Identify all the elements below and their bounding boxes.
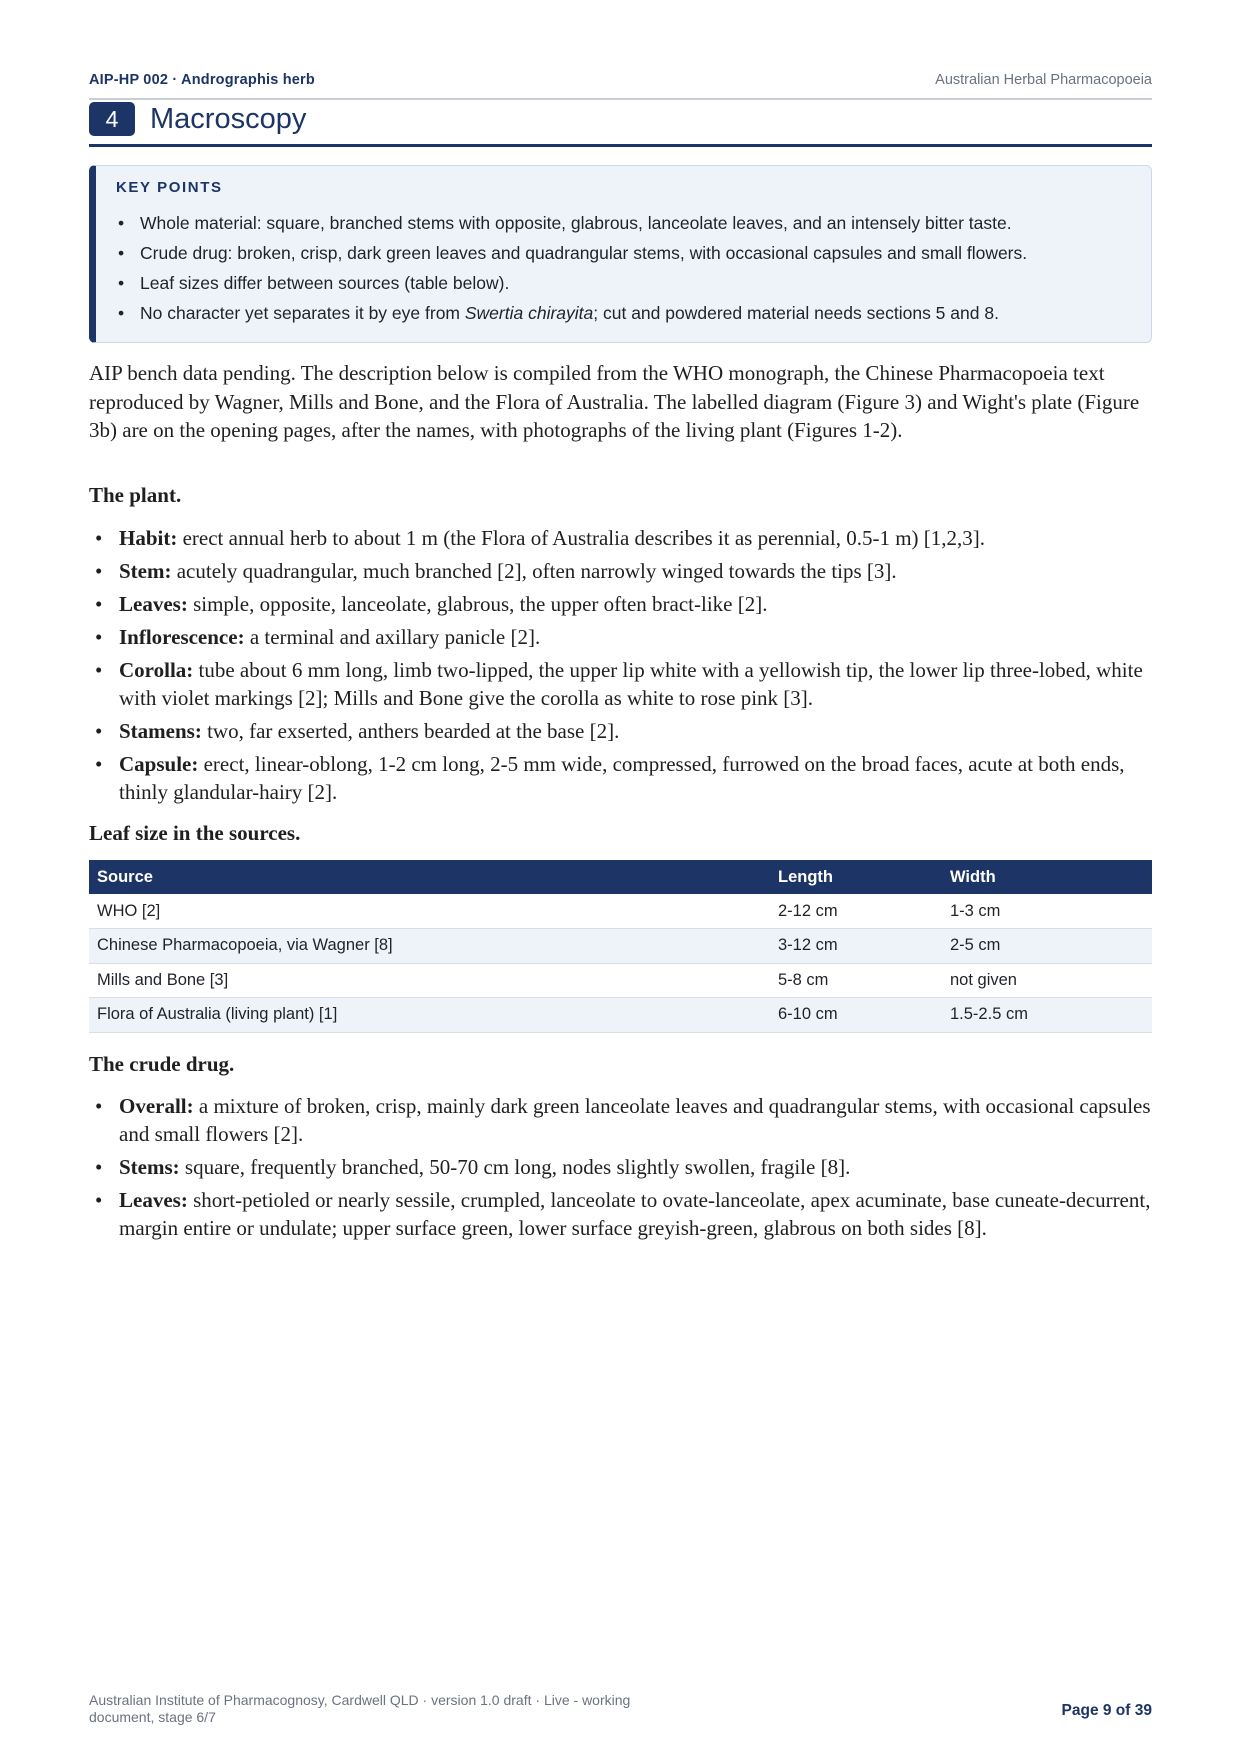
column-header-width: Width — [942, 860, 1152, 894]
list-item-term: Overall: — [119, 1094, 194, 1118]
table-cell: 5-8 cm — [770, 963, 942, 998]
footer-institution: Australian Institute of Pharmacognosy, Cardwell QLD · version 1.0 draft · Live - working document, stage 6/7 — [89, 1692, 631, 1725]
key-point-item — [116, 298, 1136, 328]
crude-drug-heading: The crude drug. — [89, 1052, 235, 1076]
table-cell: 6-10 cm — [770, 998, 942, 1033]
key-points-list — [116, 208, 1136, 328]
table-row — [89, 998, 1152, 1033]
list-item — [89, 524, 1152, 552]
table-cell: Chinese Pharmacopoeia, via Wagner [8] — [89, 929, 770, 964]
list-item — [89, 557, 1152, 585]
table-cell: 2-12 cm — [770, 894, 942, 929]
key-point-text: No character yet separates it by eye from — [140, 303, 465, 323]
table-cell: Mills and Bone [3] — [89, 963, 770, 998]
list-item-term: Corolla: — [119, 658, 194, 682]
list-item-term: Stems: — [119, 1155, 180, 1179]
list-item-text: acutely quadrangular, much branched [2], often narrowly winged towards the tips [3]. — [171, 559, 897, 583]
list-item-text: two, far exserted, anthers bearded at the base [2]. — [201, 719, 620, 743]
list-item-text: tube about 6 mm long, limb two-lipped, the upper lip white with a yellowish tip, the lower lip three-lobed, white with violet markings [2]; Mills and Bone give the corolla as white to rose pink [3]. — [119, 658, 1143, 710]
species-name: Swertia chirayita — [464, 303, 594, 323]
section-number-badge: 4 — [89, 102, 135, 136]
list-item-term: Inflorescence: — [119, 625, 245, 649]
table-row — [89, 963, 1152, 998]
list-item-text: short-petioled or nearly sessile, crumpled, lanceolate to ovate-lanceolate, apex acuminate, base cuneate-decurrent, margin entire or undulate; upper surface green, lower surface greyish-green, glabrous on both sides [8]. — [119, 1188, 1151, 1240]
table-cell: 1.5-2.5 cm — [942, 998, 1152, 1033]
list-item-text: simple, opposite, lanceolate, glabrous, the upper often bract-like [2]. — [187, 592, 768, 616]
list-item-text: square, frequently branched, 50-70 cm long, nodes slightly swollen, fragile [8]. — [179, 1155, 851, 1179]
list-item-text: erect, linear-oblong, 1-2 cm long, 2-5 mm wide, compressed, furrowed on the broad faces, acute at both ends, thinly glandular-hairy [2]. — [119, 752, 1125, 804]
plant-list — [89, 524, 1152, 811]
running-header — [89, 68, 1152, 100]
crude-drug-list — [89, 1092, 1152, 1247]
table-cell: 2-5 cm — [942, 929, 1152, 964]
key-point-text: ; cut and powdered material needs sections 5 and 8. — [593, 303, 999, 323]
table-cell: 1-3 cm — [942, 894, 1152, 929]
document-page — [89, 0, 1152, 1755]
publication-title: Australian Herbal Pharmacopoeia — [935, 72, 1152, 88]
list-item — [89, 656, 1152, 712]
column-header-length: Length — [770, 860, 942, 894]
section-title: Macroscopy — [150, 103, 307, 135]
table-cell: Flora of Australia (living plant) [1] — [89, 998, 770, 1033]
table-row — [89, 929, 1152, 964]
list-item-term: Habit: — [119, 526, 178, 550]
list-item-text: erect annual herb to about 1 m (the Flora of Australia describes it as perennial, 0.5-1 m) [1,2,3]. — [177, 526, 986, 550]
table-header-row — [89, 860, 1152, 894]
list-item-text: a mixture of broken, crisp, mainly dark green lanceolate leaves and quadrangular stems, with occasional capsules and small flowers [2]. — [119, 1094, 1151, 1146]
document-code: AIP-HP 002 · Andrographis herb — [89, 72, 315, 88]
list-item — [89, 590, 1152, 618]
list-item — [89, 1092, 1152, 1148]
key-point-item: • Whole material: square, branched stems with opposite, glabrous, lanceolate leaves, and an intensely bitter taste. — [116, 208, 1136, 238]
table-cell: 3-12 cm — [770, 929, 942, 964]
list-item — [89, 1186, 1152, 1242]
list-item — [89, 750, 1152, 806]
table-row — [89, 894, 1152, 929]
list-item-term: Capsule: — [119, 752, 199, 776]
list-item-term: Leaves: — [119, 592, 188, 616]
list-item-text: a terminal and axillary panicle [2]. — [244, 625, 541, 649]
list-item-term: Leaves: — [119, 1188, 188, 1212]
list-item — [89, 1153, 1152, 1181]
list-item — [89, 623, 1152, 651]
intro-paragraph: AIP bench data pending. The description below is compiled from the WHO monograph, the Chinese Pharmacopoeia text reproduced by Wagner, Mills and Bone, and the Flora of Australia. The labelled diagram (Figure 3) and Wight's plate (Figure 3b) are on the opening pages, after the names, with photographs of the living plant (Figures 1-2). — [89, 361, 1140, 442]
table-cell: WHO [2] — [89, 894, 770, 929]
table-cell: not given — [942, 963, 1152, 998]
list-item-term: Stamens: — [119, 719, 202, 743]
leaf-size-table — [89, 860, 1152, 1033]
list-item — [89, 717, 1152, 745]
plant-heading: The plant. — [89, 483, 182, 507]
list-item-term: Stem: — [119, 559, 172, 583]
page-number: Page 9 of 39 — [1061, 1702, 1152, 1719]
key-points-box — [89, 165, 1152, 343]
key-point-item: • Crude drug: broken, crisp, dark green leaves and quadrangular stems, with occasional capsules and small flowers. — [116, 238, 1136, 268]
column-header-source: Source — [89, 860, 770, 894]
key-point-item: • Leaf sizes differ between sources (table below). — [116, 268, 1136, 298]
key-points-title: KEY POINTS — [116, 179, 223, 196]
leaf-table-heading: Leaf size in the sources. — [89, 821, 301, 845]
section-heading — [89, 100, 1152, 147]
